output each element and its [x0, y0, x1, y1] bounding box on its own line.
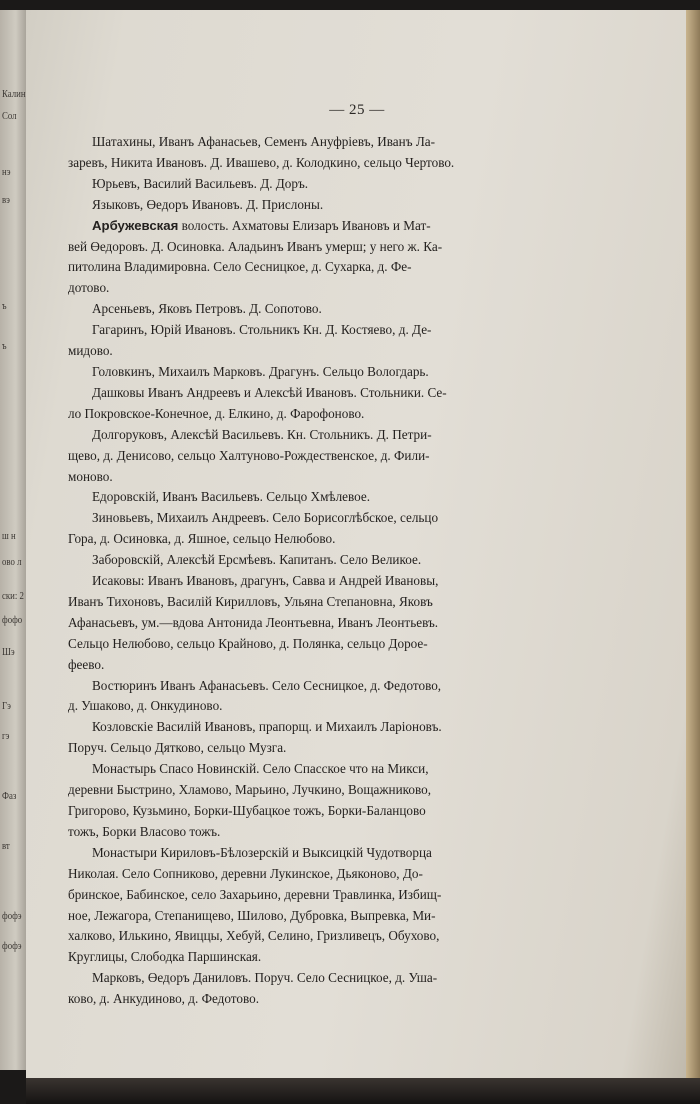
page-stack-edge	[686, 10, 700, 1080]
text-line: Шатахины, Иванъ Афанасьев, Семенъ Ануфрiевъ, Иванъ Ла-	[92, 134, 436, 149]
left-fragment: гэ	[2, 730, 10, 742]
text-line: Юрьевъ, Василий Васильевъ. Д. Доръ.	[92, 175, 309, 191]
text-line: Зиновьевъ, Михаилъ Андреевъ. Село Борисоглѣбское, сельцо	[92, 510, 439, 526]
text-line: Иванъ Тихоновъ, Василiй Кирилловъ, Ульяна Степановна, Яковъ	[68, 593, 433, 609]
left-fragment: вт	[2, 840, 10, 852]
left-fragment: нэ	[2, 166, 11, 178]
left-page-text-fragments	[2, 10, 26, 1070]
book-page	[26, 10, 688, 1078]
left-fragment: Фаз	[2, 790, 17, 802]
text-line: Афанасьевъ, ум.—вдова Антонида Леонтьевна, Иванъ Леонтьевъ.	[68, 614, 439, 630]
text-line: ково, д. Анкудиново, д. Федотово.	[68, 991, 260, 1007]
text-line: Козловскiе Василiй Ивановъ, прапорщ. и Михаилъ Ларiоновъ.	[92, 719, 442, 735]
text-line: Круглицы, Слободка Паршинская.	[68, 949, 262, 965]
text-line: Поруч. Сельцо Дятково, сельцо Музга.	[68, 740, 287, 756]
text-line: бринское, Бабинское, село Захарьино, деревни Травлинка, Избищ-	[68, 886, 442, 902]
text-line: Николая. Село Сопниково, деревни Лукинское, Дьяконово, До-	[68, 865, 423, 881]
left-fragment: ски: 2	[2, 590, 24, 602]
text-line: Исаковы: Иванъ Ивановъ, драгунъ, Савва и Андрей Ивановы,	[92, 573, 439, 589]
text-line: деревни Быстрино, Хламово, Марьино, Лучкино, Вощажниково,	[68, 782, 431, 798]
text-line: Марковъ, Өедоръ Даниловъ. Поруч. Село Сесницкое, д. Уша-	[92, 970, 438, 986]
text-line: мидово.	[68, 343, 113, 359]
text-line: Монастырь Спасо Новинскiй. Село Спасское что на Микси,	[92, 761, 429, 777]
left-fragment: ш н	[2, 530, 16, 542]
text-line: ное, Лежагора, Степанищево, Шилово, Дубровка, Выпревка, Ми-	[68, 907, 436, 923]
text-line: питолина Владимировна. Село Сесницкое, д. Сухарка, д. Фе-	[68, 259, 412, 275]
text-line: феево.	[68, 656, 105, 672]
text-line: Григорово, Кузьмино, Борки-Шубацкое тожъ, Борки-Баланцово	[68, 803, 426, 818]
text-line: Заборовскiй, Алексѣй Ерсмѣевъ. Капитанъ. Село Великое.	[92, 552, 422, 568]
left-fragment: фофэ	[2, 910, 22, 922]
text-line: щево, д. Денисово, сельцо Халтуново-Рождественское, д. Фили-	[68, 447, 430, 463]
text-line: Долгоруковъ, Алексѣй Васильевъ. Кн. Стольникъ. Д. Петри-	[92, 426, 432, 442]
text-line: Головкинъ, Михаилъ Марковъ. Драгунъ. Сельцо Вологдарь.	[92, 363, 429, 379]
left-fragment: ъ	[2, 300, 7, 312]
text-line: Едоровскiй, Иванъ Васильевъ. Сельцо Хмѣлевое.	[92, 489, 371, 505]
text-line: вей Өедоровъ. Д. Осиновка. Аладьинъ Иванъ умерш; у него ж. Ка-	[68, 238, 443, 254]
left-fragment: Калин	[2, 88, 26, 100]
bottom-shadow	[26, 1078, 700, 1104]
text-line: Языковъ, Өедоръ Ивановъ. Д. Прислоны.	[92, 196, 324, 212]
left-fragment: Сол	[2, 110, 17, 122]
left-fragment: фофэ	[2, 940, 22, 952]
text-line: моново.	[68, 468, 113, 484]
left-fragment: ово л	[2, 556, 22, 568]
left-fragment: Гэ	[2, 700, 11, 712]
text-line: Арбужевская волость. Ахматовы Елизаръ Ивановъ и Мат-	[92, 217, 431, 233]
text-line: Гора, д. Осиновка, д. Яшное, сельцо Нелюбово.	[68, 531, 336, 547]
left-fragment: фофо	[2, 614, 23, 626]
left-fragment: Шэ	[2, 646, 15, 658]
text-line: Гагаринъ, Юрiй Ивановъ. Стольникъ Кн. Д. Костяево, д. Де-	[92, 322, 432, 338]
left-fragment: ъ	[2, 340, 7, 352]
text-line: халково, Илькино, Явиццы, Хебуй, Селино, Гризливецъ, Обухово,	[68, 928, 440, 944]
text-line: заревъ, Никита Ивановъ. Д. Ивашево, д. Колодкино, сельцо Чертово.	[68, 154, 455, 170]
text-line: Арсеньевъ, Яковъ Петровъ. Д. Сопотово.	[92, 301, 322, 317]
text-line: тожъ, Борки Власово тожъ.	[68, 823, 221, 839]
text-line: Дашковы Иванъ Андреевъ и Алексѣй Ивановъ. Стольники. Се-	[92, 384, 447, 400]
left-fragment: вэ	[2, 194, 10, 206]
page-body-text	[68, 132, 576, 1010]
text-line: Востюринъ Иванъ Афанасьевъ. Село Сесницкое, д. Федотово,	[92, 677, 442, 693]
text-line: Сельцо Нелюбово, сельцо Крайново, д. Полянка, сельцо Дорое-	[68, 635, 428, 651]
page-number: — 25 —	[329, 102, 385, 118]
text-line: д. Ушаково, д. Онкудиново.	[68, 698, 223, 714]
text-line: ло Покровское-Конечное, д. Елкино, д. Фарофоново.	[68, 405, 365, 421]
text-line: дотово.	[68, 280, 110, 296]
text-line: Монастыри Кириловъ-Бѣлозерскiй и Выксицкiй Чудотворца	[92, 844, 432, 860]
volost-heading: Арбужевская	[92, 217, 179, 233]
left-page-edge	[0, 10, 26, 1070]
